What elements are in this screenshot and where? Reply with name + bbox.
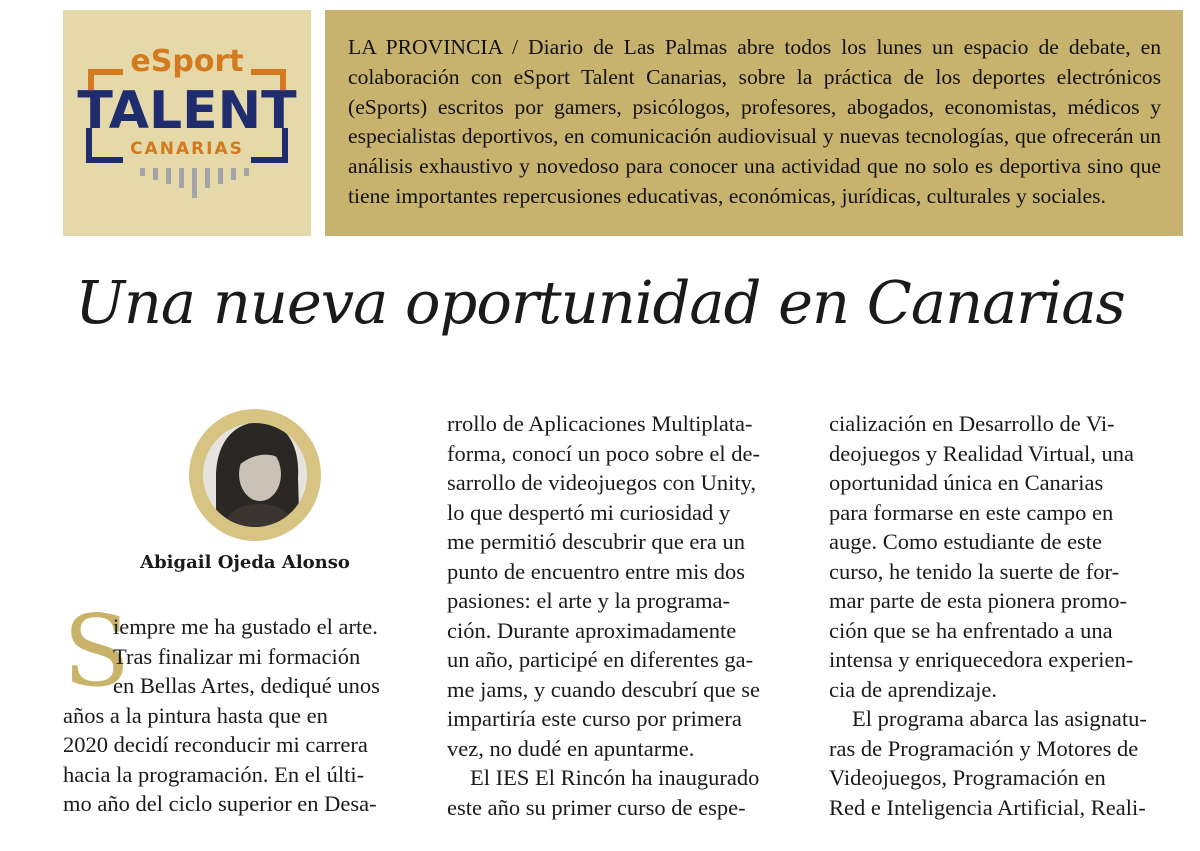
text-line: punto de encuentro entre mis dos [447,558,746,584]
text-line: impartiría este curso por primera [447,706,742,731]
text-line: El IES El Rincón ha inaugurado [470,765,760,790]
text-line: un año, participé en diferentes ga- [447,647,754,672]
text-line: curso, he tenido la suerte de for- [829,558,1120,584]
text-line: ras de Programación y Motores de [829,735,1139,761]
intro-text: LA PROVINCIA / Diario de Las Palmas abre todos los lunes un espacio de debate, en colaboración con eSport Talent Canarias, sobre la práctica de los deportes electrónicos (eSports) escritos por gamers, psicólogos, profesores, abogados, economistas, médicos y especialistas deportivos, en comunicación audiovisual y nuevas tecnologías, que ofrecerán un análisis exhaustivo y novedoso para conocer una actividad que no solo es deportiva sino que tiene importantes repercusiones educativas, económicas, jurídicas, culturales y sociales. [348,35,1161,208]
article-headline: Una nueva oportunidad en Canarias [75,268,1125,337]
article-column-2 [447,409,760,822]
text-line: vez, no dudé en apuntarme. [447,735,695,761]
text-line: rrollo de Aplicaciones Multiplata- [447,411,753,436]
text-line: cialización en Desarrollo de Vi- [829,411,1115,436]
text-line: años a la pintura hasta que en [63,702,328,728]
logo-bars [140,168,249,198]
author-photo [188,408,322,542]
text-line: El programa abarca las asignatu- [852,706,1147,731]
text-line: cia de aprendizaje. [829,676,998,702]
text-line: Tras finalizar mi formación [113,643,361,669]
text-line: en Bellas Artes, dediqué unos [113,673,380,698]
text-line: auge. Como estudiante de este [829,529,1103,554]
text-line: ción que se ha enfrentado a una [829,617,1113,643]
text-line: me jams, y cuando descubrí que se [447,676,761,702]
text-line: pasiones: el arte y la programa- [447,588,731,613]
text-line: lo que despertó mi curiosidad y [447,499,731,525]
text-line: intensa y enriquecedora experien- [829,647,1134,672]
dropcap: S [63,595,131,709]
text-line: ción. Durante aproximadamente [447,617,737,643]
text-line: sarrollo de videojuegos con Unity, [447,470,757,495]
text-line: para formarse en este campo en [829,499,1114,525]
text-line: iempre me ha gustado el arte. [113,614,378,639]
text-line: mo año del ciclo superior en Desa- [63,791,377,816]
logo-graphic [63,10,311,236]
text-line: deojuegos y Realidad Virtual, una [829,440,1135,466]
text-line: me permitió descubrir que era un [447,529,746,554]
logo-line1: eSport [130,44,244,79]
text-line: 2020 decidí reconducir mi carrera [63,732,368,757]
text-line: este año su primer curso de espe- [447,794,746,820]
esport-talent-logo [63,10,311,236]
logo-line3: CANARIAS [130,139,244,159]
text-line: Videojuegos, Programación en [829,765,1106,790]
text-line: mar parte de esta pionera promo- [829,588,1127,613]
author-name: Abigail Ojeda Alonso [140,552,350,573]
intro-box [325,10,1183,236]
text-line: oportunidad única en Canarias [829,470,1104,495]
logo-line2: TALENT [77,81,297,141]
article-column-1 [63,612,380,819]
article-column-3 [829,409,1147,822]
text-line: hacia la programación. En el últi- [63,761,365,787]
text-line: Red e Inteligencia Artificial, Reali- [829,794,1146,820]
text-line: forma, conocí un poco sobre el de- [447,440,761,466]
